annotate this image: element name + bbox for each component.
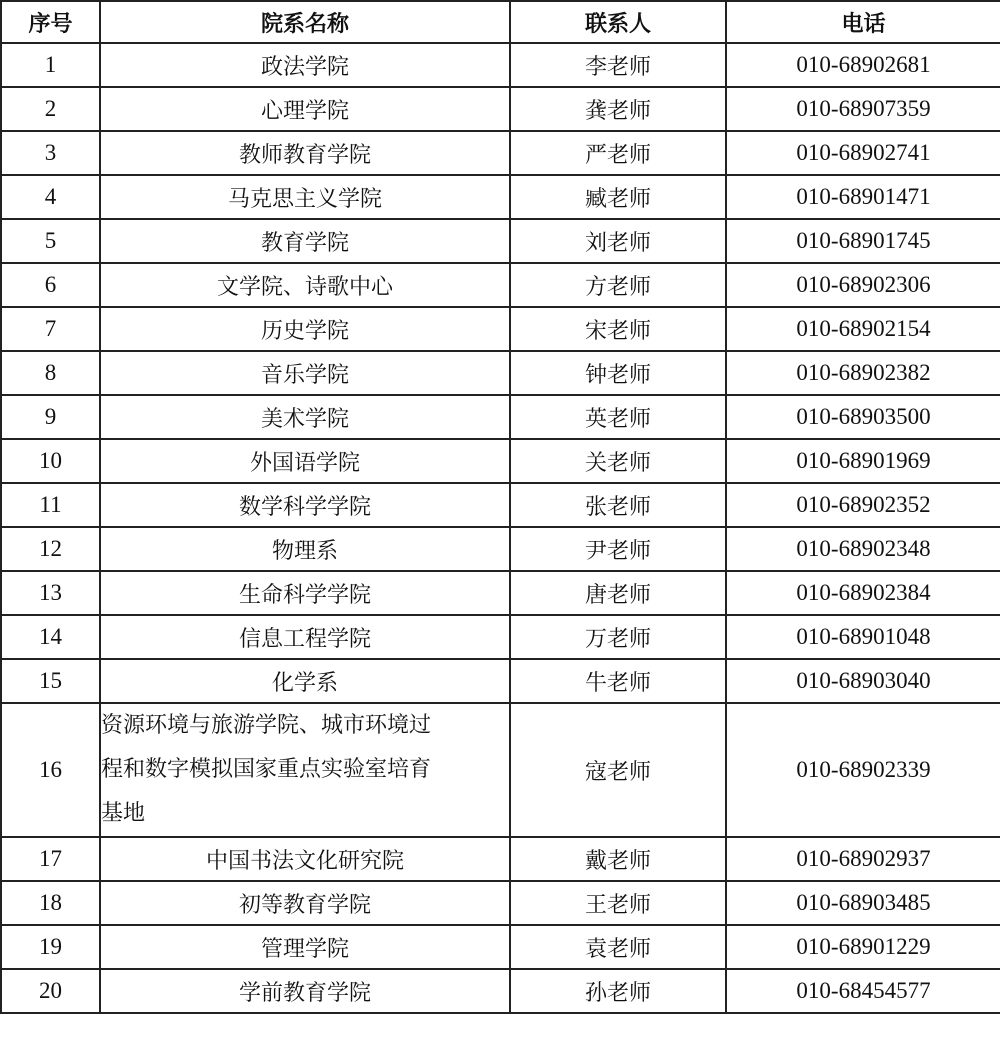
contact-person: 孙老师 (510, 969, 726, 1013)
row-number: 20 (1, 969, 100, 1013)
department-name: 马克思主义学院 (100, 175, 510, 219)
row-number: 10 (1, 439, 100, 483)
header-department: 院系名称 (100, 1, 510, 43)
department-name-line: 资源环境与旅游学院、城市环境过 (101, 713, 432, 738)
row-number: 16 (1, 703, 100, 837)
phone-number: 010-68903040 (726, 659, 1000, 703)
department-name: 中国书法文化研究院 (100, 837, 510, 881)
phone-number: 010-68902306 (726, 263, 1000, 307)
department-name: 初等教育学院 (100, 881, 510, 925)
phone-number: 010-68902339 (726, 703, 1000, 837)
table-row (1, 925, 1000, 969)
table-row (1, 219, 1000, 263)
row-number: 15 (1, 659, 100, 703)
header-row (1, 1, 1000, 43)
table-row (1, 615, 1000, 659)
header-phone: 电话 (726, 1, 1000, 43)
department-name: 文学院、诗歌中心 (100, 263, 510, 307)
department-name: 化学系 (100, 659, 510, 703)
department-name-line: 程和数字模拟国家重点实验室培育 (101, 757, 432, 782)
row-number: 4 (1, 175, 100, 219)
department-name: 信息工程学院 (100, 615, 510, 659)
phone-number: 010-68907359 (726, 87, 1000, 131)
department-name: 数学科学学院 (100, 483, 510, 527)
row-number: 14 (1, 615, 100, 659)
contact-person: 臧老师 (510, 175, 726, 219)
department-name: 政法学院 (100, 43, 510, 87)
phone-number: 010-68902937 (726, 837, 1000, 881)
phone-number: 010-68902681 (726, 43, 1000, 87)
table-row (1, 703, 1000, 837)
contact-person: 王老师 (510, 881, 726, 925)
row-number: 7 (1, 307, 100, 351)
contact-person: 李老师 (510, 43, 726, 87)
row-number: 13 (1, 571, 100, 615)
department-name: 教育学院 (100, 219, 510, 263)
table-row (1, 43, 1000, 87)
department-name: 心理学院 (100, 87, 510, 131)
phone-number: 010-68902348 (726, 527, 1000, 571)
phone-number: 010-68902384 (726, 571, 1000, 615)
table-row (1, 395, 1000, 439)
phone-number: 010-68902382 (726, 351, 1000, 395)
table-row (1, 527, 1000, 571)
phone-number: 010-68903485 (726, 881, 1000, 925)
department-name-line: 基地 (101, 801, 146, 826)
contact-person: 钟老师 (510, 351, 726, 395)
row-number: 6 (1, 263, 100, 307)
phone-number: 010-68901229 (726, 925, 1000, 969)
table-row (1, 307, 1000, 351)
department-name: 历史学院 (100, 307, 510, 351)
row-number: 18 (1, 881, 100, 925)
phone-number: 010-68902741 (726, 131, 1000, 175)
phone-number: 010-68901471 (726, 175, 1000, 219)
phone-number: 010-68902352 (726, 483, 1000, 527)
department-name (100, 703, 510, 837)
department-name: 管理学院 (100, 925, 510, 969)
contact-person: 张老师 (510, 483, 726, 527)
contact-person: 刘老师 (510, 219, 726, 263)
row-number: 2 (1, 87, 100, 131)
table-body (1, 43, 1000, 1013)
contact-person: 关老师 (510, 439, 726, 483)
table-row (1, 881, 1000, 925)
table-row (1, 175, 1000, 219)
contact-person: 牛老师 (510, 659, 726, 703)
table-row (1, 131, 1000, 175)
row-number: 1 (1, 43, 100, 87)
table-row (1, 659, 1000, 703)
department-name: 外国语学院 (100, 439, 510, 483)
table-row (1, 837, 1000, 881)
table-row (1, 969, 1000, 1013)
phone-number: 010-68901048 (726, 615, 1000, 659)
contact-person: 方老师 (510, 263, 726, 307)
contact-person: 万老师 (510, 615, 726, 659)
table-row (1, 263, 1000, 307)
contact-person: 唐老师 (510, 571, 726, 615)
contact-person: 龚老师 (510, 87, 726, 131)
row-number: 3 (1, 131, 100, 175)
row-number: 9 (1, 395, 100, 439)
row-number: 5 (1, 219, 100, 263)
contact-person: 寇老师 (510, 703, 726, 837)
header-no: 序号 (1, 1, 100, 43)
row-number: 19 (1, 925, 100, 969)
table-header (1, 1, 1000, 43)
table-row (1, 351, 1000, 395)
contact-person: 戴老师 (510, 837, 726, 881)
table-row (1, 439, 1000, 483)
contact-person: 尹老师 (510, 527, 726, 571)
phone-number: 010-68901969 (726, 439, 1000, 483)
contact-person: 袁老师 (510, 925, 726, 969)
department-name: 学前教育学院 (100, 969, 510, 1013)
row-number: 8 (1, 351, 100, 395)
phone-number: 010-68454577 (726, 969, 1000, 1013)
department-name: 物理系 (100, 527, 510, 571)
contact-person: 严老师 (510, 131, 726, 175)
header-contact: 联系人 (510, 1, 726, 43)
row-number: 17 (1, 837, 100, 881)
contact-person: 宋老师 (510, 307, 726, 351)
row-number: 11 (1, 483, 100, 527)
row-number: 12 (1, 527, 100, 571)
department-name: 教师教育学院 (100, 131, 510, 175)
phone-number: 010-68901745 (726, 219, 1000, 263)
contact-person: 英老师 (510, 395, 726, 439)
table-row (1, 571, 1000, 615)
phone-number: 010-68902154 (726, 307, 1000, 351)
table-row (1, 483, 1000, 527)
department-name: 音乐学院 (100, 351, 510, 395)
phone-number: 010-68903500 (726, 395, 1000, 439)
department-name: 美术学院 (100, 395, 510, 439)
table-row (1, 87, 1000, 131)
department-name: 生命科学学院 (100, 571, 510, 615)
